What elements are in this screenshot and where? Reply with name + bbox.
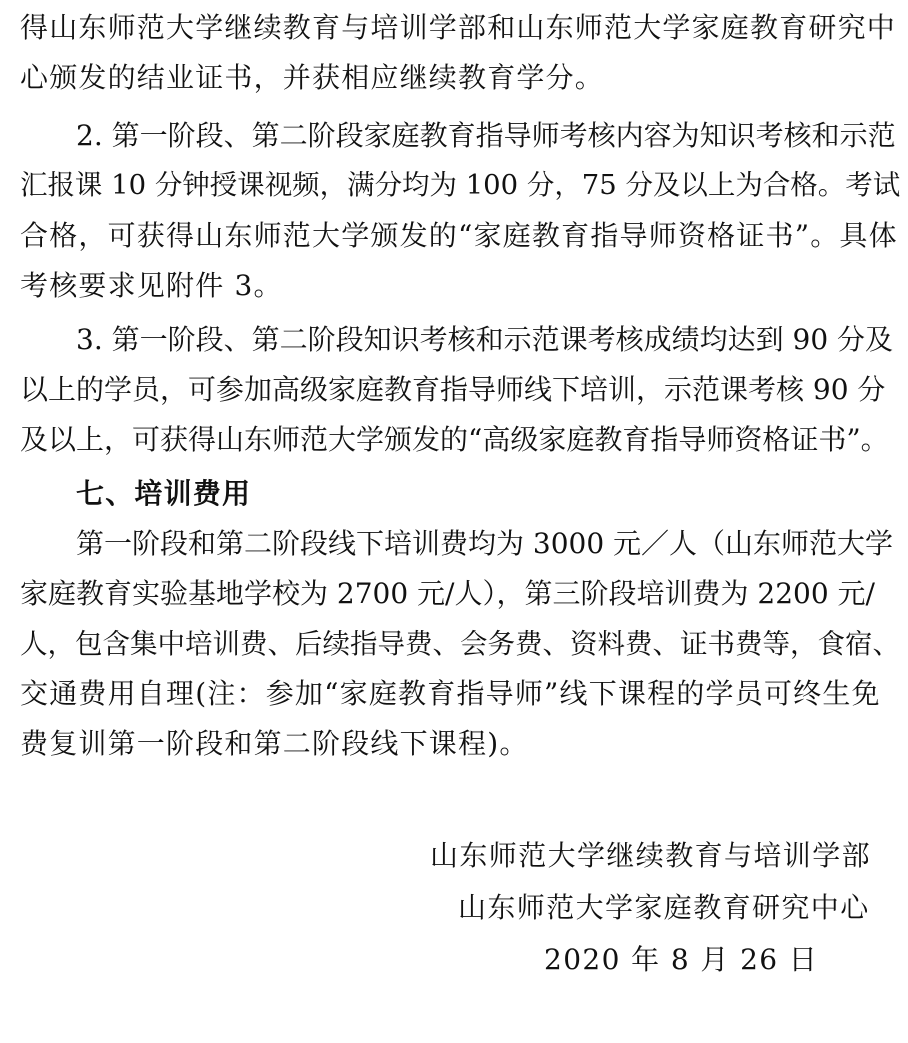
text-line: 第一阶段和第二阶段线下培训费均为 3000 元／人（山东师范大学 — [76, 527, 894, 560]
section-heading-fees: 七、培训费用 — [76, 477, 252, 510]
text-line: 人，包含集中培训费、后续指导费、会务费、资料费、证书费等，食宿、 — [20, 628, 900, 660]
text-line: 心颁发的结业证书，并获相应继续教育学分。 — [20, 61, 605, 94]
text-line: 汇报课 10 分钟授课视频，满分均为 100 分，75 分及以上为合格。考试 — [20, 170, 901, 201]
text-line: 家庭教育实验基地学校为 2700 元/人），第三阶段培训费为 2200 元/ — [20, 577, 875, 610]
text-line: 交通费用自理(注：参加“家庭教育指导师”线下课程的学员可终生免 — [20, 677, 881, 710]
text-line: 2. 第一阶段、第二阶段家庭教育指导师考核内容为知识考核和示范 — [76, 119, 896, 152]
text-line: 合格，可获得山东师范大学颁发的“家庭教育指导师资格证书”。具体 — [20, 219, 898, 252]
text-line: 以上的学员，可参加高级家庭教育指导师线下培训，示范课考核 90 分 — [20, 373, 886, 406]
signature-org-2: 山东师范大学家庭教育研究中心 — [458, 891, 870, 924]
text-line: 考核要求见附件 3。 — [20, 269, 283, 302]
text-line: 及以上，可获得山东师范大学颁发的“高级家庭教育指导师资格证书”。 — [20, 423, 889, 456]
text-line: 3. 第一阶段、第二阶段知识考核和示范课考核成绩均达到 90 分及 — [76, 323, 894, 356]
text-line: 费复训第一阶段和第二阶段线下课程)。 — [20, 727, 529, 760]
signature-date: 2020 年 8 月 26 日 — [544, 943, 819, 976]
text-line: 得山东师范大学继续教育与培训学部和山东师范大学家庭教育研究中 — [20, 11, 897, 44]
signature-org-1: 山东师范大学继续教育与培训学部 — [430, 839, 872, 872]
